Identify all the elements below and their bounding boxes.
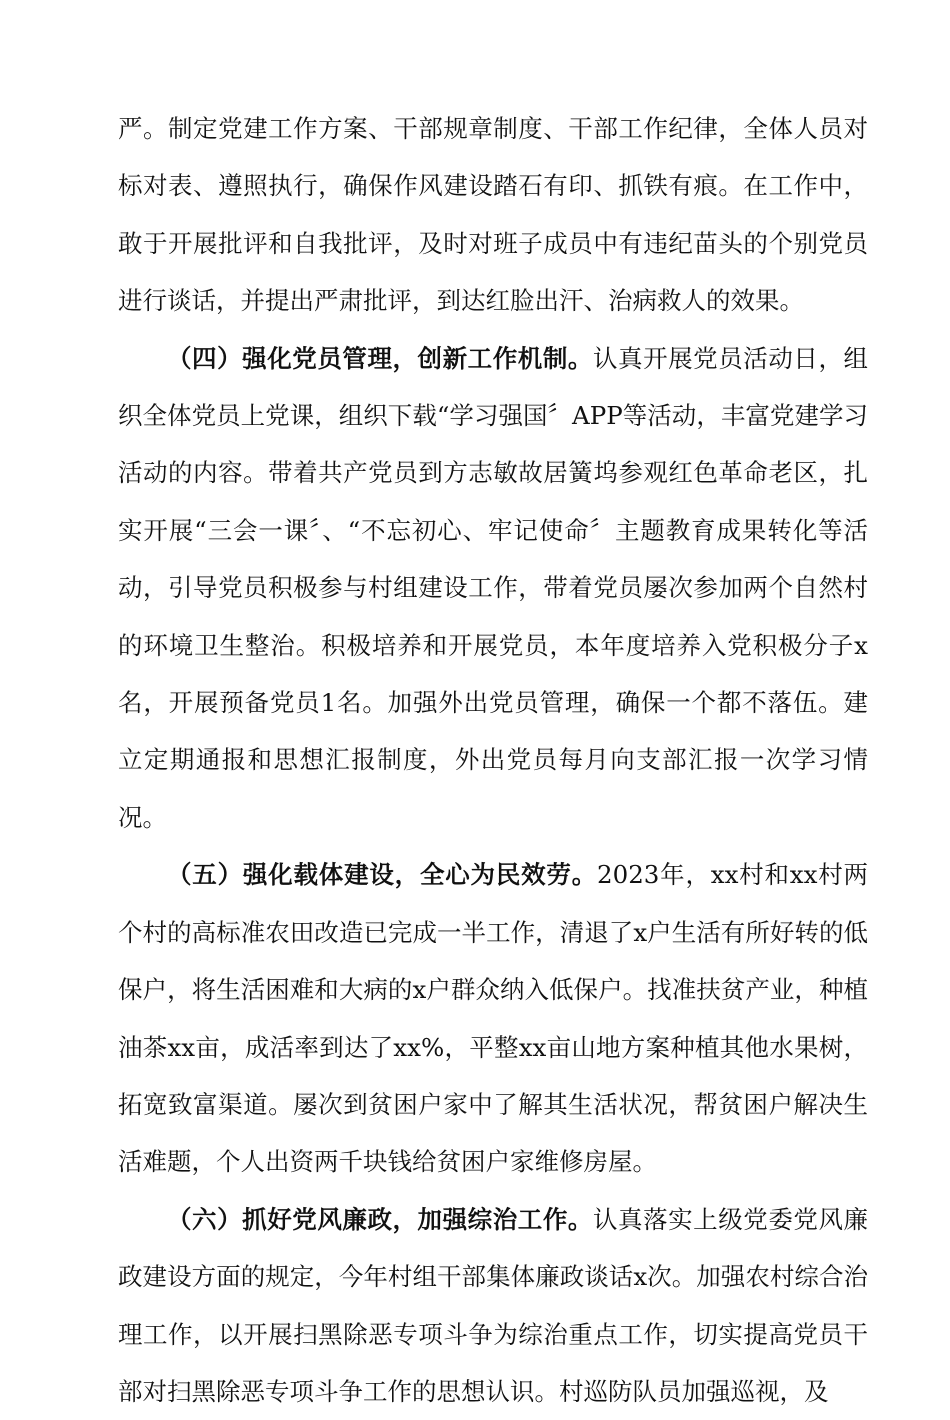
section-heading: （五）强化载体建设，全心为民效劳。 <box>167 860 598 890</box>
paragraph-text: 认真落实上级党委党风廉政建设方面的规定，今年村组干部集体廉政谈话x次。加强农村综合治理工作，以开展扫黑除恶专项斗争为综治重点工作，切实提高党员干部对扫黑除恶专项斗争工作的思想认识。村巡防队员加强巡视，及 <box>118 1204 869 1406</box>
paragraph-text: 认真开展党员活动日，组织全体党员上党课，组织下载“学习强国〞APP等活动，丰富党建学习活动的内容。带着共产党员到方志敏故居簧坞参观红色革命老区，扎实开展“三会一课〞、“不忘初心、牢记使命〞主题教育成果转化等活动，引导党员积极参与村组建设工作，带着党员屡次参加两个自然村的环境卫生整治。积极培养和开展党员，本年度培养入党积极分子x名，开展预备党员1名。加强外出党员管理，确保一个都不落伍。建立定期通报和思想汇报制度，外出党员每月向支部汇报一次学习情况。 <box>118 343 869 832</box>
paragraph-section-4 <box>118 330 868 847</box>
document-body <box>118 100 868 1420</box>
paragraph-text: 严。制定党建工作方案、干部规章制度、干部工作纪律，全体人员对标对表、遵照执行，确保作风建设踏石有印、抓铁有痕。在工作中，敢于开展批评和自我批评，及时对班子成员中有违纪苗头的个别党员进行谈话，并提出严肃批评，到达红脸出汗、治病救人的效果。 <box>118 114 868 316</box>
paragraph-section-6 <box>118 1191 868 1420</box>
section-heading: （六）抓好党风廉政，加强综治工作。 <box>167 1204 593 1234</box>
paragraph-text: 2023年，xx村和xx村两个村的高标准农田改造已完成一半工作，清退了x户生活有所好转的低保户，将生活困难和大病的x户群众纳入低保户。找准扶贫产业，种植油茶xx亩，成活率到达了xx%，平整xx亩山地方案种植其他水果树，拓宽致富渠道。屡次到贫困户家中了解其生活状况，帮贫困户解决生活难题，个人出资两千块钱给贫困户家维修房屋。 <box>118 860 868 1177</box>
section-heading: （四）强化党员管理，创新工作机制。 <box>167 343 593 373</box>
paragraph-section-5 <box>118 846 868 1190</box>
paragraph-continuation <box>118 100 868 330</box>
